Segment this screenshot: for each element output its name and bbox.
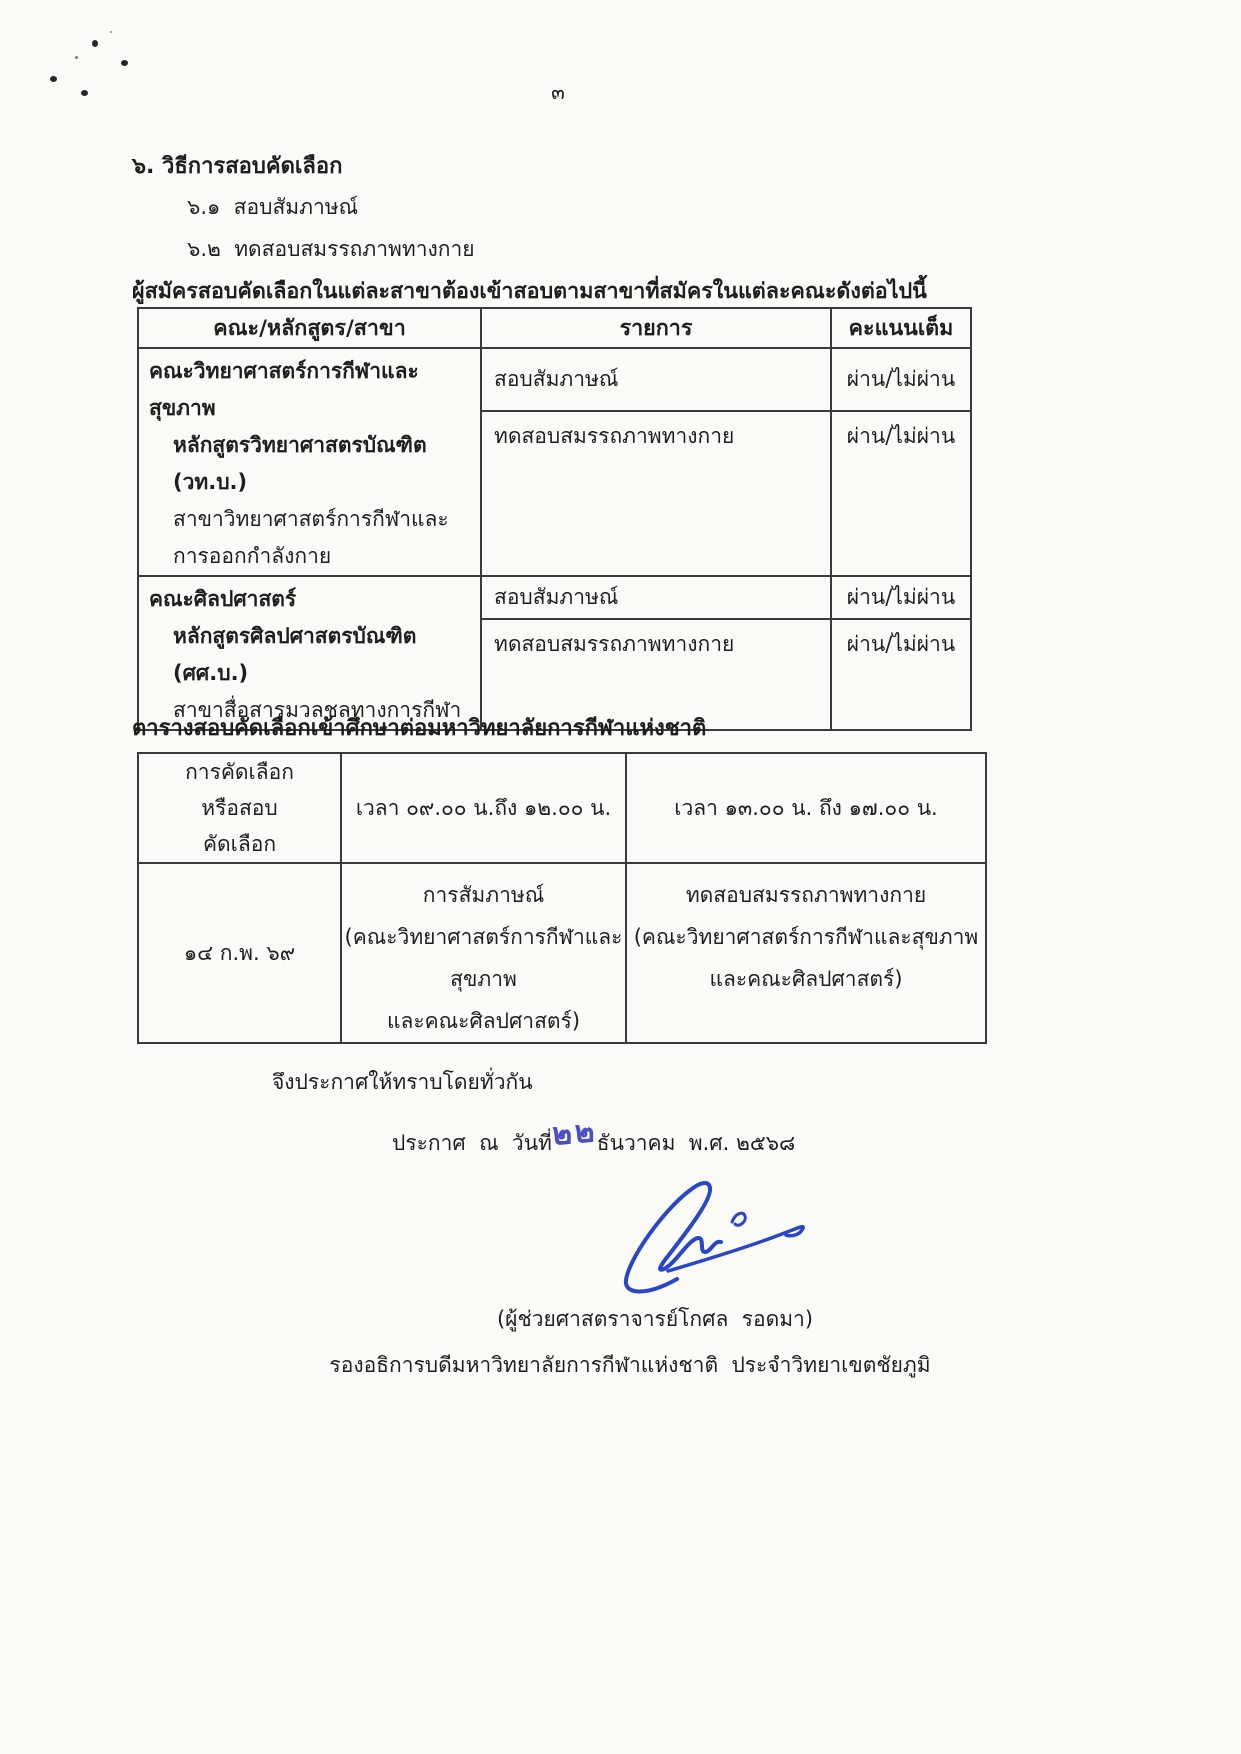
signer-title: รองอธิการบดีมหาวิทยาลัยการกีฬาแห่งชาติ ประจำวิทยาเขตชัยภูมิ — [329, 1353, 931, 1377]
activity-line: (คณะวิทยาศาสตร์การกีฬาและสุขภาพ — [344, 925, 623, 991]
exam-item: ทดสอบสมรรถภาพทางกาย — [481, 411, 831, 576]
signature — [572, 1158, 832, 1303]
activity-line: ทดสอบสมรรถภาพทางกาย — [685, 883, 927, 907]
header-item: รายการ — [481, 308, 831, 348]
exam-score: ผ่าน/ไม่ผ่าน — [831, 619, 971, 730]
exam-item: สอบสัมภาษณ์ — [481, 576, 831, 619]
morning-time-cell: เวลา ๐๙.๐๐ น.ถึง ๑๒.๐๐ น. — [341, 753, 626, 863]
date-prefix: ประกาศ ณ วันที่ — [392, 1131, 552, 1155]
faculty-line: คณะศิลปศาสตร์ — [149, 587, 297, 611]
faculty-line: สาขาวิทยาศาสตร์การกีฬาและ — [173, 507, 449, 531]
applicant-note: ผู้สมัครสอบคัดเลือกในแต่ละสาขาต้องเข้าสอบตามสาขาที่สมัครในแต่ละคณะดังต่อไปนี้ — [132, 279, 927, 304]
header-faculty: คณะ/หลักสูตร/สาขา — [138, 308, 481, 348]
section-item-1: ๖.๑ สอบสัมภาษณ์ — [187, 195, 359, 219]
activity-line: และคณะศิลปศาสตร์) — [709, 967, 903, 991]
schedule-header-row — [138, 753, 986, 863]
section-heading: ๖. วิธีการสอบคัดเลือก — [132, 154, 343, 179]
table-row — [138, 348, 971, 411]
section-item-2: ๖.๒ ทดสอบสมรรถภาพทางกาย — [187, 237, 475, 261]
table-row — [138, 576, 971, 619]
selection-label-cell — [138, 753, 341, 863]
page-number: ๓ — [551, 80, 565, 104]
ink-speck — [75, 56, 78, 59]
activity-line: และคณะศิลปศาสตร์) — [386, 1009, 581, 1033]
ink-speck — [92, 40, 98, 47]
signer-name: (ผู้ช่วยศาสตราจารย์โกศล รอดมา) — [496, 1307, 814, 1331]
faculty-cell-arts — [138, 576, 481, 730]
date-suffix: ธันวาคม พ.ศ. ๒๕๖๘ — [596, 1131, 796, 1155]
announcement-date-line — [392, 1114, 795, 1164]
exam-score: ผ่าน/ไม่ผ่าน — [831, 348, 971, 411]
handwritten-day: ๒๒ — [551, 1112, 597, 1154]
exam-item: ทดสอบสมรรถภาพทางกาย — [481, 619, 831, 730]
ink-speck — [50, 76, 57, 82]
activity-line: (คณะวิทยาศาสตร์การกีฬาและสุขภาพ — [633, 925, 979, 949]
schedule-row — [138, 863, 986, 1043]
exam-date-cell: ๑๔ ก.พ. ๖๙ — [138, 863, 341, 1043]
faculty-line: หลักสูตรวิทยาศาสตรบัณฑิต (วท.บ.) — [173, 433, 427, 494]
activity-line: การสัมภาษณ์ — [422, 883, 545, 907]
exam-table — [137, 307, 972, 731]
afternoon-activity-cell — [626, 863, 986, 1043]
selection-label-line: คัดเลือก — [202, 832, 277, 856]
faculty-line: หลักสูตรศิลปศาสตรบัณฑิต (ศศ.บ.) — [173, 624, 417, 685]
exam-score: ผ่าน/ไม่ผ่าน — [831, 576, 971, 619]
morning-activity-cell — [341, 863, 626, 1043]
announcement-line: จึงประกาศให้ทราบโดยทั่วกัน — [272, 1070, 533, 1094]
faculty-line: คณะวิทยาศาสตร์การกีฬาและสุขภาพ — [149, 359, 419, 420]
ink-speck — [110, 31, 112, 33]
selection-label-line: การคัดเลือก — [185, 760, 294, 784]
ink-speck — [81, 90, 88, 96]
selection-label-line: หรือสอบ — [201, 796, 278, 820]
afternoon-time-cell: เวลา ๑๓.๐๐ น. ถึง ๑๗.๐๐ น. — [626, 753, 986, 863]
schedule-heading: ตารางสอบคัดเลือกเข้าศึกษาต่อมหาวิทยาลัยการกีฬาแห่งชาติ — [132, 716, 707, 741]
ink-speck — [121, 60, 128, 66]
faculty-cell-science — [138, 348, 481, 576]
exam-table-header-row — [138, 308, 971, 348]
exam-item: สอบสัมภาษณ์ — [481, 348, 831, 411]
header-score: คะแนนเต็ม — [831, 308, 971, 348]
schedule-table — [137, 752, 987, 1044]
exam-score: ผ่าน/ไม่ผ่าน — [831, 411, 971, 576]
faculty-line: สาขาสื่อสารมวลชลทางการกีฬา — [173, 698, 462, 722]
faculty-line: การออกกำลังกาย — [173, 544, 332, 568]
